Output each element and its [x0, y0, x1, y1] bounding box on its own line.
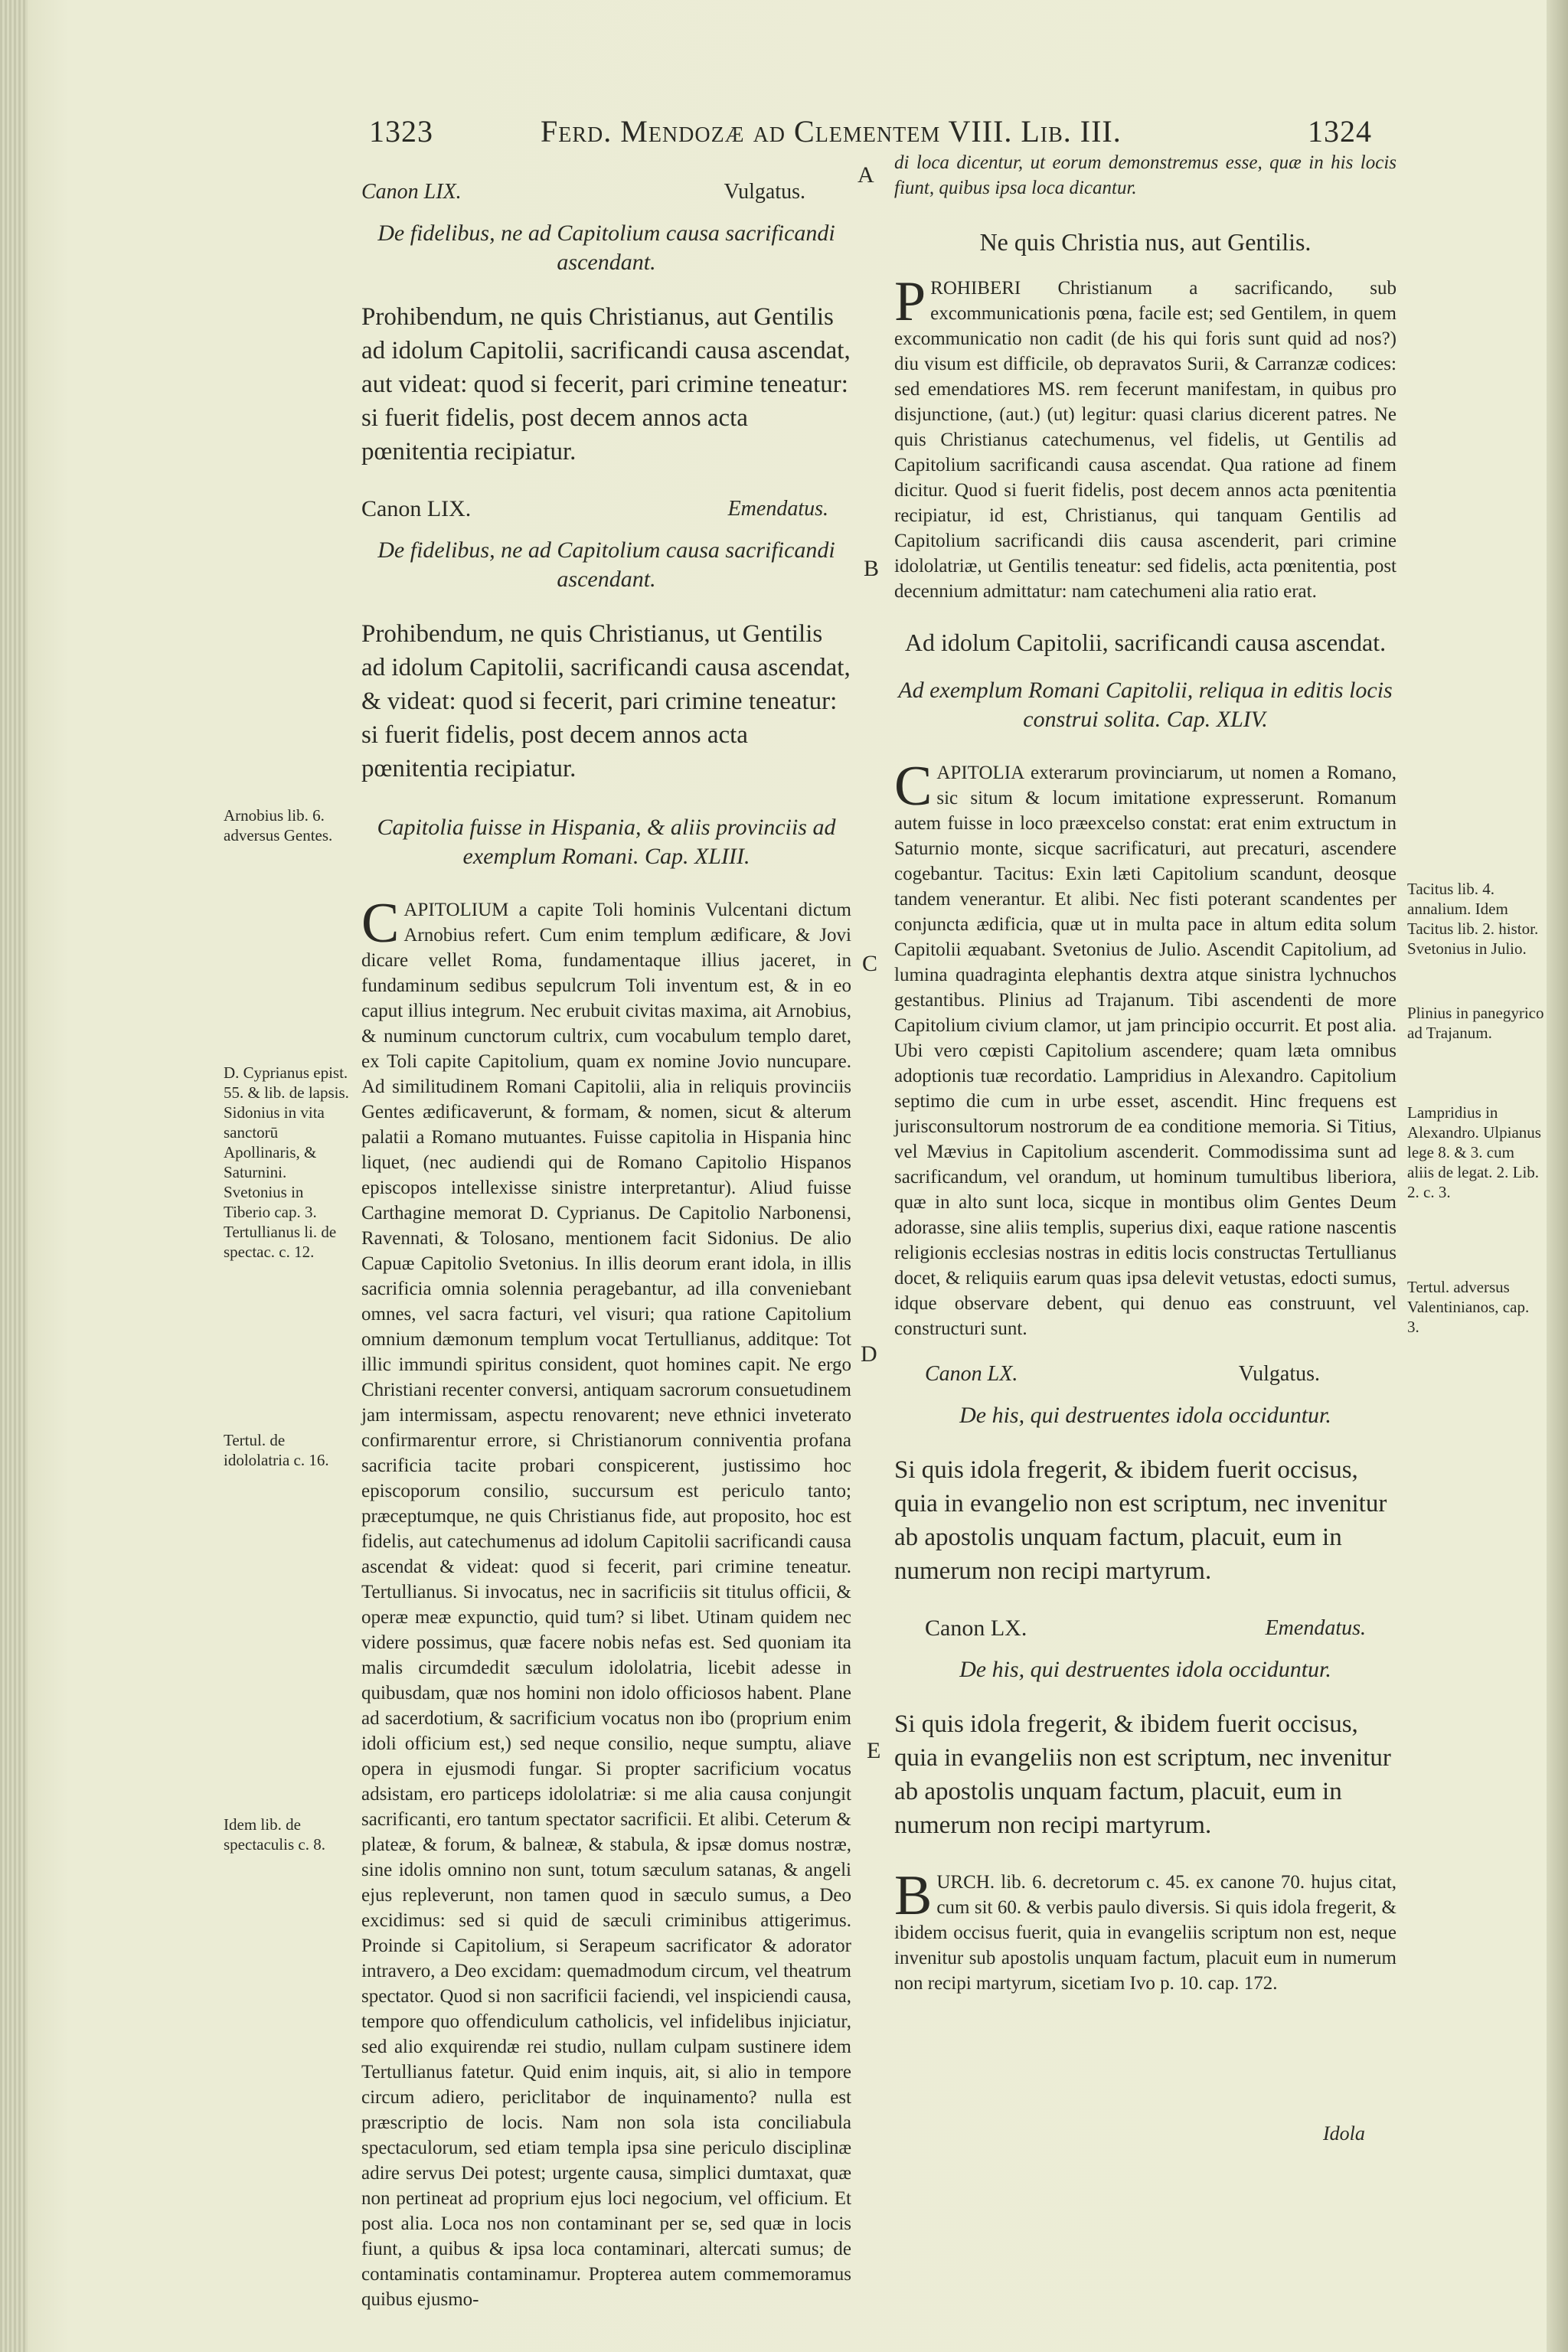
drop-cap: P [894, 270, 926, 333]
chapter-body [361, 892, 851, 2312]
page-edge [1547, 0, 1568, 2352]
canon-title: De his, qui destruentes idola occiduntur. [959, 1657, 1331, 1682]
margin-note: Plinius in panegyrico ad Trajanum. [1407, 1004, 1544, 1042]
drop-cap: C [894, 755, 933, 818]
canon-version: Emendatus. [1265, 1616, 1366, 1640]
body-text: ROHIBERI Christianum a sacrificando, sub excommunicationis pœna, facile est; sed Gentilem, in quem excommunicatio non cadit (de his qui foris sunt quid ad nos?) diu visum est difficile, ob depravatos Surii, & Carranzæ codices: sed emendatiores MS. rem fecerunt manifestam, in quibus pro disjunctione, (aut.) (ut) legitur: quasi clarius dicerent patres. Ne quis Christianus catechumenus, vel fidelis, ut Gentilis ad Capitolium sacrificandi causa ascendat. Qua ratione ad finem dicitur. Quod si fuerit fidelis, post decem annos acta pœnitentia recipiatur, id est, Christianus, qui tanquam Gentilis ad Capitolium sacrificandi diis causa ascenderit, pari crimine idololatriæ, ut Gentilis teneatur: sed fidelis, acta pœnitentia, post decennium admittatur: nam catechumeni alia ratio erat. [894, 278, 1396, 602]
chapter-title: Capitolia fuisse in Hispania, & aliis provinciis ad exemplum Romani. Cap. XLIII. [377, 815, 836, 869]
canon-header [361, 179, 851, 205]
chapter-title: Ad exemplum Romani Capitolii, reliqua in editis locis construi solita. Cap. XLIV. [898, 678, 1393, 732]
catchword: Idola [1323, 2122, 1365, 2145]
canon-title: De his, qui destruentes idola occiduntur. [959, 1403, 1331, 1428]
canon-header [361, 496, 851, 522]
row-letter-d: D [861, 1341, 877, 1367]
body-text: URCH. lib. 6. decretorum c. 45. ex canone 70. hujus citat, cum sit 60. & verbis paulo diversis. Si quis idola fregerit, & ibidem occisus fuerit, quia in evangeliis scriptum non est, neque invenitur sub apostolis unquam factum, placuit eum in numerum non recipi martyrum, sicetiam Ivo p. 10. cap. 172. [894, 1872, 1396, 1994]
page-number-right: 1324 [1308, 114, 1372, 149]
canon-title: De fidelibus, ne ad Capitolium causa sacrificandi ascendant. [377, 220, 835, 275]
row-letter-c: C [862, 951, 878, 976]
margin-note: Lampridius in Alexandro. Ulpianus lege 8. & 3. cum aliis de legat. 2. Lib. 2. c. 3. [1407, 1103, 1541, 1201]
canon-label: Canon LIX. [361, 496, 472, 521]
canon-label: Canon LIX. [361, 180, 462, 204]
body-text: APITOLIA exterarum provinciarum, ut nomen a Romano, sic situm & locum imitatione expresserunt. Romanum autem fuisse in loco præexcelso constat: erat enim extructum in Saturnio monte, sicque sacrificaturi, aut precaturi, ascendere cogebantur. Tacitus: Exin læti Capitolium scandunt, deosque tandem venerantur. Et alibi. Nec fisti poterant scandentes per conjuncta ædificia, quæ ut in multa pace in altum edita solum Capitolii æquabant. Svetonius de Julio. Ascendit Capitolium, ad lumina quadraginta elephantis dextra atque sinistra lychnuchos gestantibus. Plinius ad Trajanum. Tibi ascendenti de more Capitolium civium clamor, ut jam principio occurrit. Et post alia. Ubi vero cœpisti Capitolium ascendere; quam læta omnibus adoptionis tuæ recordatio. Lampridius in Alexandro. Capitolium septimo die cum in urbe esset, ascendit. Hinc frequens est jurisconsultorum nostrorum de ea conditione memoria. Si Titius, vel Mævius in Capitolium ascenderit. Commodissima sunt ad sacrificandum, vel orandum, ut hominum tumultibus liberiora, quæ in alto sunt loca, sicque in montibus olim Gentes Deum adorasse, sine aliis templis, superius dixi, eaque ratione nascentis religionis ecclesias nostras in editis locis constructas Tertullianus docet, & reliquiis earum quas ipsa delevit vetustas, edocti sumus, idque observare debent, qui denuo eas construunt, vel constructuri sunt. [894, 763, 1396, 1339]
running-title: Ferd. Mendozæ ad Clementem VIII. Lib. III. [541, 114, 1122, 149]
canon-version: Vulgatus. [1238, 1362, 1320, 1386]
subheading: Ne quis Christia nus, aut Gentilis. [979, 228, 1312, 256]
margin-note: Tertul. adversus Valentinianos, cap. 3. [1407, 1278, 1530, 1336]
page-number-left: 1323 [369, 114, 433, 149]
row-letter-e: E [867, 1738, 881, 1763]
subheading: Ad idolum Capitolii, sacrificandi causa ascendat. [904, 629, 1387, 656]
margin-note: Tacitus lib. 4. annalium. Idem Tacitus lib. 2. histor. Svetonius in Julio. [1407, 880, 1539, 958]
body-text: APITOLIUM a capite Toli hominis Vulcentani dictum Arnobius refert. Cum enim templum ædificare, & Jovi dicare vellet Roma, fundamentaque illius jaceret, in fundaminum sedibus sepulcrum Toli inventum est, & in eo caput illius integrum. Nec erubuit civitas maxima, ait Arnobius, & numinum cunctorum cultrix, cum vocabulum templo daret, ex Toli capite Capitolium, quam ex nomine Jovio nuncupare. Ad similitudinem Romani Capitolii, alia in reliquis provinciis Gentes ædificaverunt, & formam, & nomen, sicut & alterum palatii a Romano mutuantes. Fuisse capitolia in Hispania hinc liquet, (nec audiendi qui de Romano Capitolio Hispanos episcopos intellexisse sinistre interpretantur). Aliud fuisse Carthagine memorat D. Cyprianus. De Capitolio Narbonensi, Ravennati, & Tolosano, mentionem facit Sidonius. De alio Capuæ Capitolio Svetonius. In illis deorum erant idola, in illis sacrificia omnia solennia peragebantur, ad illa conveniebant omnes, vel sacra facturi, vel visuri; qua ratione Capitolium omnium dæmonum templum vocat Tertullianus, additque: Tot illic immundi spiritus consident, quot homines capit. Ne ergo Christiani recenter conversi, antiquam sacrorum consuetudinem jam intermissam, aspectu renovarent; neve ethnici inveterato confirmarentur errore, si Christianorum conniventia profana sacrificia tacite probari conspicerent, justissimo hoc episcoporum consilio, succursum est periculo tanto; præceptumque, ne quis Christianus fide, aut proposito, hoc est fidelis, aut catechumenus ad idolum Capitolii sacrificandi causa ascendat & videat: quod si fecerit, pari crimine teneatur. Tertullianus. Si invocatus, nec in sacrificiis sit titulus officii, & operæ meæ expunctio, quid tum? si libet. Utinam quidem nec videre possimus, quæ facere nobis nefas est. Sed quoniam ita malis circumdedit sæculum idololatria, licebit adesse in quibusdam, quæ nos homini non idolo officiosos habent. Plane ad sacerdotium, & sacrificium vocatus non ibo (proprium enim idoli officium est,) sed neque consilio, neque sumptu, aliave opera in ejusmodi fungar. Si propter sacrificium vocatus adsistam, ero particeps idololatriæ: si me alia causa conjungit sacrificanti, ero tantum spectator sacrificii. Et alibi. Ceterum & plateæ, & forum, & balneæ, & stabula, & ipsæ domus nostræ, sine idolis omnino non sunt, totum sæculum satanas, & angeli ejus repleverunt, non tamen quod in sæculo sumus, a Deo excidimus: sed si quid de sæculi criminibus attigerimus. Proinde si Capitolium, si Serapeum sacrificator & adorator intravero, a Deo excidam: quemadmodum circum, vel theatrum spectator. Quod si non sacrificii faciendi, vel inspiciendi causa, tempore quo offendiculum catholicis, vel infidelibus injiciatur, sed alio exquirendæ rei studio, nullam culpam sustinere idem Tertullianus fatetur. Quid enim inquis, ait, si alio in tempore circum adiero, periclitabor de inquinamento? nulla est præscriptio de locis. Nam non sola ista conciliabula spectaculorum, sed etiam templa ipsa sine periculo disciplinæ adire servus Dei potest; urgente causa, simplici dumtaxat, quæ non pertineat ad proprium ejus loci negocium, vel officium. Et post alia. Loca nos non contaminant per se, sed quæ in locis fiunt, a quibus & ipsa loca contaminari, altercati sumus; de contaminatis contaminamur. Propterea autem commemoramus quibus ejusmo- [361, 900, 851, 2310]
canon-text: Prohibendum, ne quis Christianus, ut Gentilis ad idolum Capitolii, sacrificandi causa ascendat, & videat: quod si fecerit, pari crimine teneatur: si fuerit fidelis, post decem annos acta pœnitentia recipiatur. [361, 620, 851, 782]
canon-title: De fidelibus, ne ad Capitolium causa sacrificandi ascendant. [377, 537, 835, 592]
row-letter-a: A [858, 162, 874, 188]
canon-text: Si quis idola fregerit, & ibidem fuerit occisus, quia in evangelio non est scriptum, nec invenitur ab apostolis unquam factum, placuit, eum in numerum non recipi martyrum. [894, 1456, 1387, 1585]
book-gutter [0, 0, 28, 2352]
canon-header [894, 1615, 1396, 1642]
right-column [894, 150, 1396, 1996]
canon-version: Vulgatus. [724, 180, 805, 204]
canon-label: Canon LX. [925, 1615, 1027, 1641]
commentary-body [894, 1864, 1396, 1996]
canon-label: Canon LX. [925, 1362, 1018, 1386]
continued-text: di loca dicentur, ut eorum demonstremus esse, quæ in his locis fiunt, quibus ipsa loca dicantur. [894, 152, 1396, 198]
canon-text: Si quis idola fregerit, & ibidem fuerit occisus, quia in evangeliis non est scriptum, nec invenitur ab apostolis unquam factum, placuit, eum in numerum non recipi martyrum. [894, 1710, 1391, 1839]
margin-note: D. Cyprianus epist. 55. & lib. de lapsis. Sidonius in vita sanctorū Apollinaris, & Saturnini. Svetonius in Tiberio cap. 3. Tertullianus li. de spectac. c. 12. [224, 1063, 349, 1261]
row-letter-b: B [864, 556, 880, 581]
left-column [361, 168, 851, 2312]
margin-note: Arnobius lib. 6. adversus Gentes. [224, 806, 333, 844]
chapter-body [894, 755, 1396, 1341]
canon-header [894, 1361, 1396, 1387]
drop-cap: B [894, 1864, 933, 1927]
canon-text: Prohibendum, ne quis Christianus, aut Gentilis ad idolum Capitolii, sacrificandi causa ascendat, aut videat: quod si fecerit, pari crimine teneatur: si fuerit fidelis, post decem annos acta pœnitentia recipiatur. [361, 303, 851, 466]
commentary-body [894, 270, 1396, 604]
drop-cap: C [361, 892, 400, 955]
margin-note: Tertul. de idololatria c. 16. [224, 1431, 329, 1469]
margin-note: Idem lib. de spectaculis c. 8. [224, 1815, 325, 1854]
canon-version: Emendatus. [727, 497, 828, 521]
